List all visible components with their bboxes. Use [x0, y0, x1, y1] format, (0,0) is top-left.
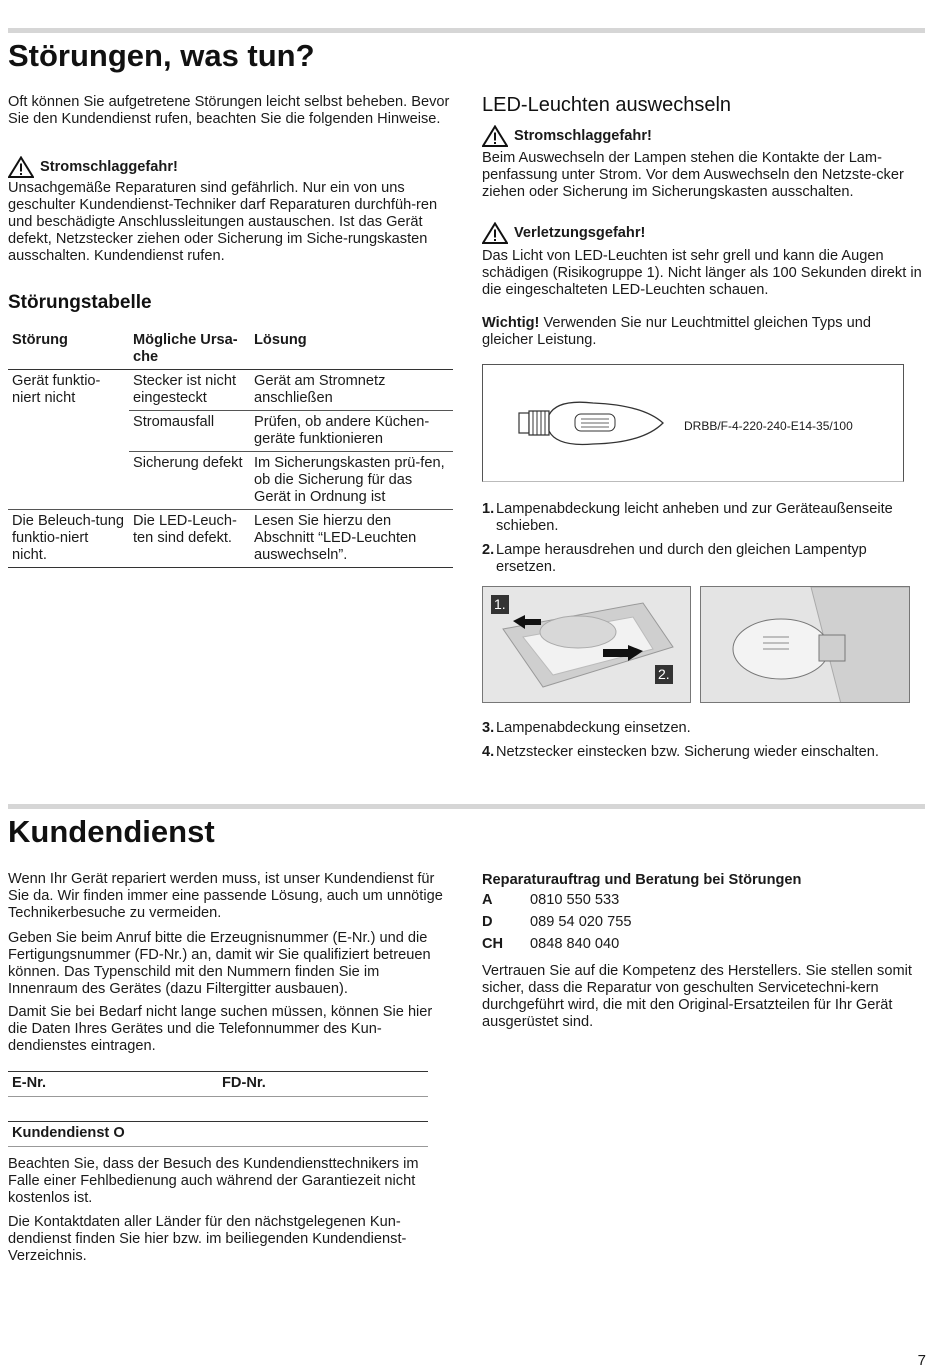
warning-title: Stromschlaggefahr!: [514, 127, 652, 144]
service-p4: Beachten Sie, dass der Besuch des Kundendiensttechnikers im Falle einer Fehlbedienung auch während der Garantiezeit nicht kostenlos ist.: [8, 1156, 419, 1206]
led-section-title: LED-Leuchten auswechseln: [482, 94, 732, 116]
table-group-2: [8, 510, 453, 568]
fault-cell: Die Beleuch-tung funktio-niert nicht.: [12, 513, 124, 563]
electric-shock-warning: [8, 156, 178, 178]
fault-table: [8, 330, 453, 568]
steps-list-b: [482, 720, 922, 768]
service-field-line: [8, 1121, 428, 1122]
warning-title: Verletzungsgefahr!: [514, 224, 646, 241]
injury-text: Das Licht von LED-Leuchten ist sehr grell und kann die Augen schädigen (Risikogruppe 1). Nicht länger als 100 Sekunden direkt in die eingeschalteten LED-Leuchten schauen.: [482, 248, 922, 298]
solution-cell: Gerät am Stromnetz anschließen: [254, 373, 386, 406]
service-p1: Wenn Ihr Gerät repariert werden muss, ist unser Kundendienst für Sie da. Wir finden immer eine passende Lösung, auch um unnötige Technikerbesuche zu vermeiden.: [8, 871, 443, 921]
led-shock-warning: [482, 125, 652, 147]
header-cause: Mögliche Ursa-che: [133, 332, 238, 365]
list-item: 2. Lampe herausdrehen und durch den gleichen Lampentyp ersetzen.: [482, 542, 867, 575]
enr-field-line: [8, 1071, 428, 1072]
service-p3: Damit Sie bei Bedarf nicht lange suchen müssen, können Sie hier die Daten Ihres Gerätes und die Telefonnummer des Kun-dendienstes eintragen.: [8, 1004, 433, 1054]
contact-row: D 089 54 020 755: [482, 914, 632, 930]
photo-label-2: 2.: [655, 665, 673, 684]
table-header-row: [8, 330, 453, 370]
header-solution: Lösung: [254, 332, 307, 348]
steps-list-a: [482, 501, 922, 583]
list-item: 4. Netzstecker einstecken bzw. Sicherung wieder einschalten.: [482, 744, 879, 760]
repair-title: Reparaturauftrag und Beratung bei Störungen: [482, 872, 802, 888]
warning-triangle-icon: [8, 156, 34, 178]
table-row: [129, 370, 453, 411]
page-number: 7: [917, 1352, 926, 1369]
table-row: [129, 411, 453, 452]
service-p6: Vertrauen Sie auf die Kompetenz des Herstellers. Sie stellen somit sicher, dass die Reparatur von geschulten Servicetechni-kern durchgeführt wird, die mit den Original-Ersatzteilen für Ihr Gerät ausgerüstet sind.: [482, 963, 912, 1030]
cause-cell: Sicherung defekt: [133, 455, 243, 471]
service-p5: Die Kontaktdaten aller Länder für den nächstgelegenen Kun-dendienst finden Sie hier bzw. im beiliegenden Kundendienst-Verzeichnis.: [8, 1214, 407, 1264]
warning-triangle-icon: [482, 125, 508, 147]
solution-cell: Prüfen, ob andere Küchen-geräte funktionieren: [254, 414, 430, 447]
lamp-cover-illustration: [483, 587, 691, 703]
service-p2: Geben Sie beim Anruf bitte die Erzeugnisnummer (E-Nr.) und die Fertigungsnummer (FD-Nr.) an, damit wir Sie qualifiziert betreuen können. Das Typenschild mit den Nummern finden Sie im Innenraum des Gerätes (dazu Filtergitter ausbauen).: [8, 930, 431, 997]
list-item: 1. Lampenabdeckung leicht anheben und zur Geräteaußenseite schieben.: [482, 501, 893, 534]
service-title: Kundendienst: [8, 814, 215, 849]
important-label: Wichtig!: [482, 315, 540, 331]
intro-text: Oft können Sie aufgetretene Störungen leicht selbst beheben. Bevor Sie den Kundendienst rufen, beachten Sie die folgenden Hinweise.: [8, 94, 450, 127]
important-text: Verwenden Sie nur Leuchtmittel gleichen Typs und gleicher Leistung.: [482, 315, 871, 348]
warning-text: Unsachgemäße Reparaturen sind gefährlich. Nur ein von uns geschulter Kundendienst-Techniker darf Reparaturen durchfüh-ren und beschädigte Anschlussleitungen austauschen. Ist das Gerät defekt, Netzstecker ziehen oder Sicherung im Siche-rungskasten ausschalten. Kundendienst rufen.: [8, 180, 438, 264]
photo-label-1: 1.: [491, 595, 509, 614]
list-item: 3. Lampenabdeckung einsetzen.: [482, 720, 691, 736]
solution-cell: Lesen Sie hierzu den Abschnitt “LED-Leuchten auswechseln”.: [254, 513, 417, 563]
injury-warning: [482, 222, 645, 244]
solution-cell: Im Sicherungskasten prü-fen, ob die Sicherung für das Gerät in Ordnung ist: [254, 455, 445, 505]
cause-cell: Die LED-Leuch-ten sind defekt.: [133, 513, 237, 546]
led-shock-text: Beim Auswechseln der Lampen stehen die Kontakte der Lam-penfassung unter Strom. Vor dem Auswechseln den Netzste-cker ziehen oder Sicherung im Sicherungskasten ausschalten.: [482, 150, 904, 200]
lamp-bulb-icon: [513, 389, 673, 459]
lamp-replace-illustration: [701, 587, 910, 703]
fault-cell: Gerät funktio-niert nicht: [12, 373, 101, 406]
table-row: [129, 452, 453, 509]
table-group-1: [8, 370, 453, 510]
table-title: Störungstabelle: [8, 292, 152, 313]
warning-title: Stromschlaggefahr!: [40, 158, 178, 175]
fdnr-label: FD-Nr.: [222, 1075, 266, 1091]
service-field-underline: [8, 1146, 428, 1147]
enr-field-underline: [8, 1096, 428, 1097]
contact-row: A 0810 550 533: [482, 892, 620, 908]
contact-row: CH 0848 840 040: [482, 936, 620, 952]
warning-triangle-icon: [482, 222, 508, 244]
photo-lamp-cover: [482, 586, 691, 703]
important-note: [482, 315, 922, 349]
enr-label: E-Nr.: [12, 1075, 47, 1091]
section-rule-top: [8, 28, 925, 33]
lamp-code: DRBB/F-4-220-240-E14-35/100: [684, 419, 853, 433]
header-fault: Störung: [12, 332, 68, 348]
service-label: Kundendienst O: [12, 1125, 125, 1141]
photo-lamp-replace: [700, 586, 910, 703]
section-rule-bottom: [8, 804, 925, 809]
cause-cell: Stromausfall: [133, 414, 215, 430]
cause-cell: Stecker ist nicht eingesteckt: [133, 373, 237, 406]
page-title: Störungen, was tun?: [8, 38, 315, 73]
